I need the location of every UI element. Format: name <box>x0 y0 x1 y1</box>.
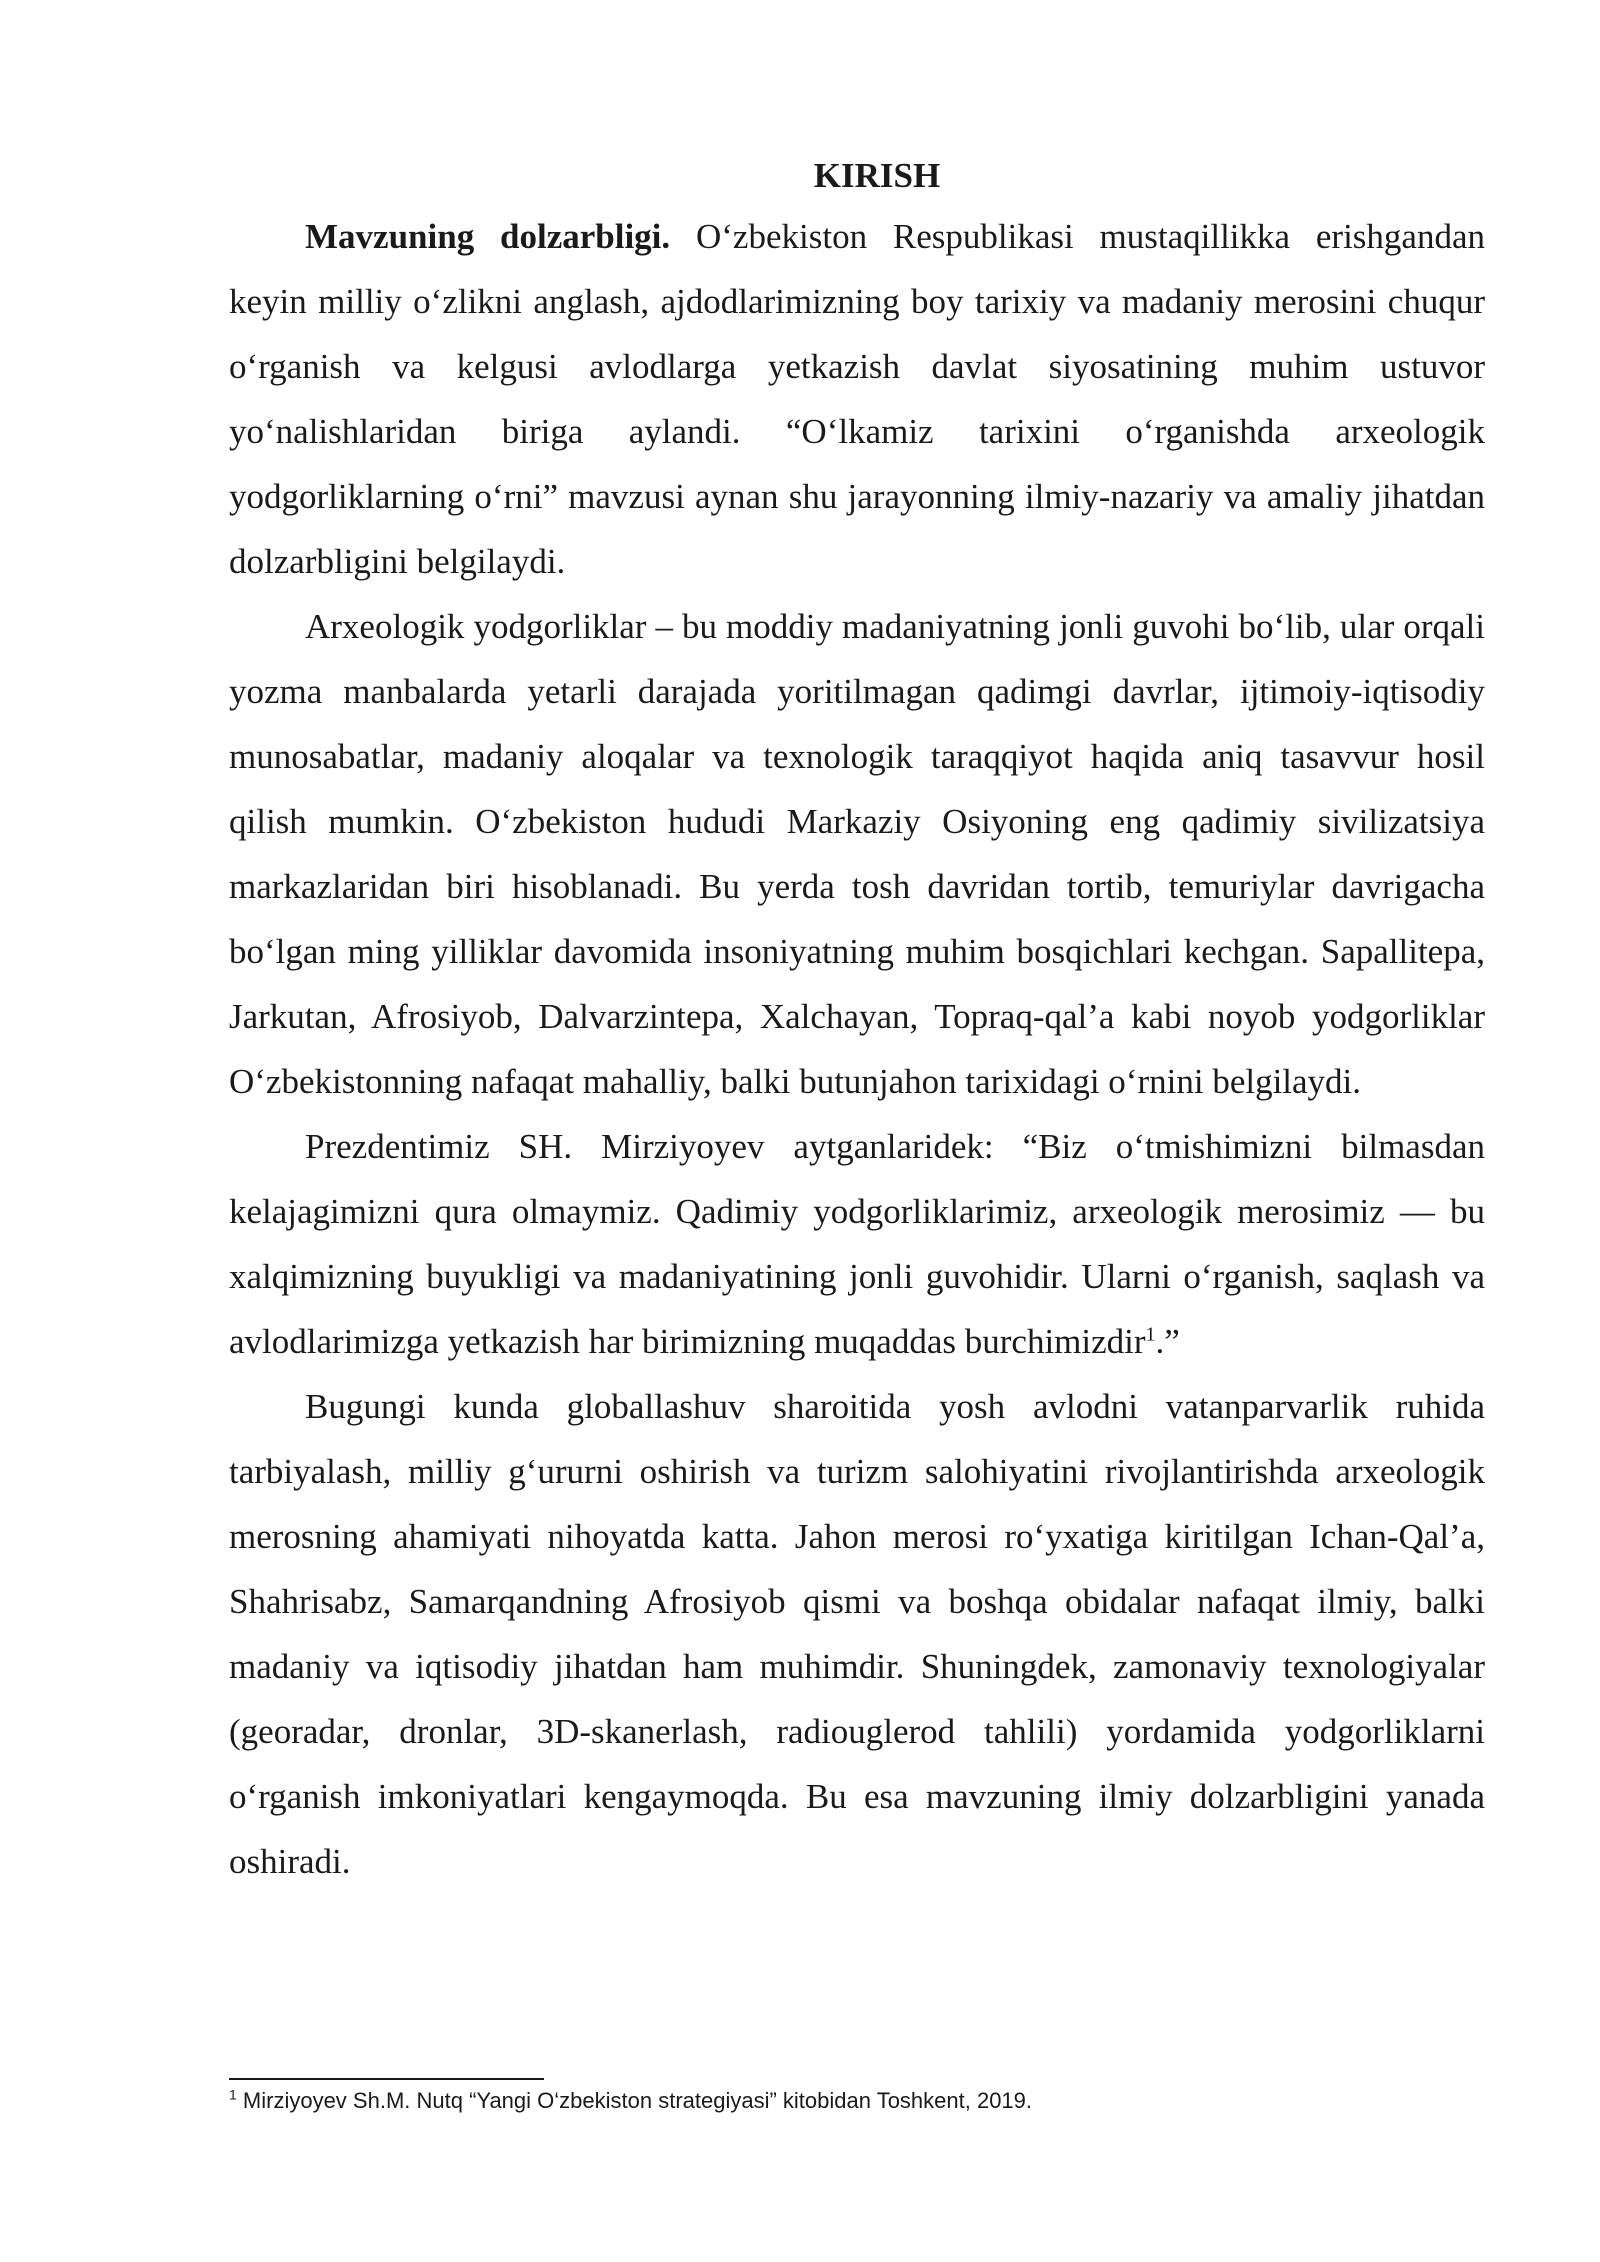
footnote-marker: 1 <box>229 2086 237 2103</box>
paragraph-archaeology <box>229 594 1485 1114</box>
paragraph-tail: .” <box>1155 1322 1180 1361</box>
footnote <box>229 2085 1485 2117</box>
paragraph-text: Bugungi kunda globallashuv sharoitida yosh avlodni vatanparvarlik ruhida tarbiyalash, milliy g‘ururni oshirish va turizm salohiyatini rivojlantirishda arxeologik merosning ahamiyati nihoyatda katta. Jahon merosi ro‘yxatiga kiritilgan Ichan-Qal’a, Shahrisabz, Samarqandning Afrosiyob qismi va boshqa obidalar nafaqat ilmiy, balki madaniy va iqtisodiy jihatdan ham muhimdir. Shuningdek, zamonaviy texnologiyalar (georadar, dronlar, 3D-skanerlash, radiouglerod tahlili) yordamida yodgorliklarni o‘rganish imkoniyatlari kengaymoqda. Bu esa mavzuning ilmiy dolzarbligini yanada oshiradi. <box>229 1387 1485 1881</box>
paragraph-modern <box>229 1374 1485 1894</box>
page-title: KIRISH <box>813 156 941 195</box>
footnote-reference[interactable]: 1 <box>1145 1323 1156 1346</box>
paragraph-text: Arxeologik yodgorliklar – bu moddiy madaniyatning jonli guvohi bo‘lib, ular orqali yozma manbalarda yetarli darajada yoritilmagan qadimgi davrlar, ijtimoiy-iqtisodiy munosabatlar, madaniy aloqalar va texnologik taraqqiyot haqida aniq tasavvur hosil qilish mumkin. O‘zbekiston hududi Markaziy Osiyoning eng qadimiy sivilizatsiya markazlaridan biri hisoblanadi. Bu yerda tosh davridan tortib, temuriylar davrigacha bo‘lgan ming yilliklar davomida insoniyatning muhim bosqichlari kechgan. Sapallitepa, Jarkutan, Afrosiyob, Dalvarzintepa, Xalchayan, Topraq-qal’a kabi noyob yodgorliklar O‘zbekistonning nafaqat mahalliy, balki butunjahon tarixidagi o‘rnini belgilaydi. <box>229 607 1485 1101</box>
footnote-separator <box>229 2078 544 2080</box>
footnote-text: Mirziyoyev Sh.M. Nutq “Yangi O‘zbekiston strategiyasi” kitobidan Toshkent, 2019. <box>236 2088 1033 2113</box>
paragraph-quote <box>229 1114 1485 1374</box>
body-text <box>229 148 1485 1894</box>
paragraph-relevance <box>229 204 1485 594</box>
paragraph-lead: Mavzuning dolzarbligi. <box>305 217 671 256</box>
paragraph-text: O‘zbekiston Respublikasi mustaqillikka erishgandan keyin milliy o‘zlikni anglash, ajdodlarimizning boy tarixiy va madaniy merosini chuqur o‘rganish va kelgusi avlodlarga yetkazish davlat siyosatining muhim ustuvor yo‘nalishlaridan biriga aylandi. “O‘lkamiz tarixini o‘rganishda arxeologik yodgorliklarning o‘rni” mavzusi aynan shu jarayonning ilmiy-nazariy va amaliy jihatdan dolzarbligini belgilaydi. <box>229 217 1485 581</box>
paragraph-text: Prezdentimiz SH. Mirziyoyev aytganlaridek: “Biz o‘tmishimizni bilmasdan kelajagimizni qura olmaymiz. Qadimiy yodgorliklarimiz, arxeologik merosimiz — bu xalqimizning buyukligi va madaniyatining jonli guvohidir. Ularni o‘rganish, saqlash va avlodlarimizga yetkazish har birimizning muqaddas burchimizdir <box>229 1127 1485 1361</box>
